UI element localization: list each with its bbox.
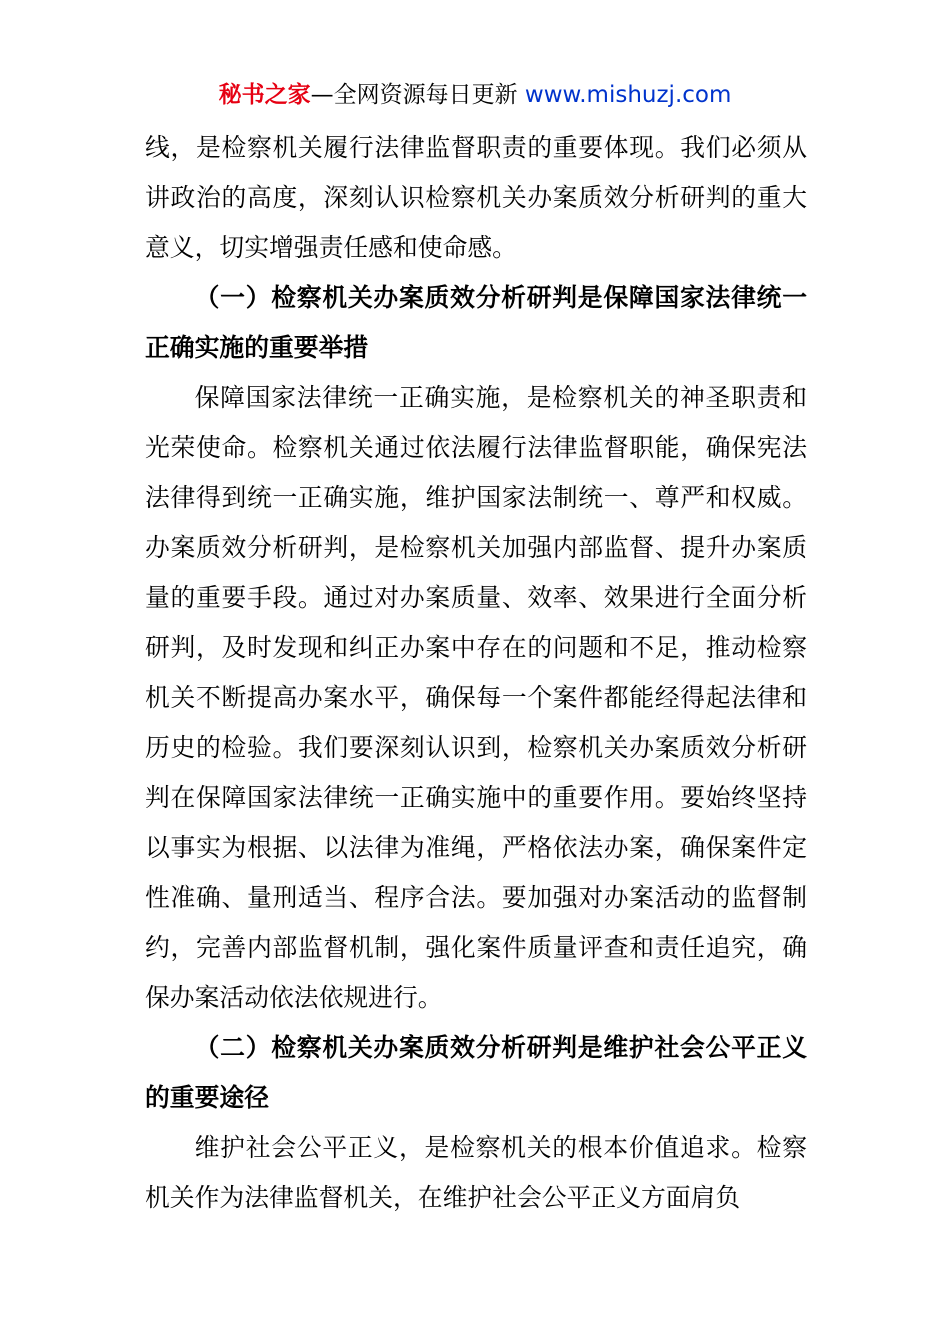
page-header: [0, 80, 950, 110]
paragraph-continuation: 线，是检察机关履行法律监督职责的重要体现。我们必须从讲政治的高度，深刻认识检察机关办案质效分析研判的重大意义，切实增强责任感和使命感。: [145, 133, 807, 262]
header-tagline: —全网资源每日更新: [310, 82, 518, 108]
document-body: [145, 123, 807, 1223]
section-heading-2: （二）检察机关办案质效分析研判是维护社会公平正义的重要途径: [145, 1033, 807, 1112]
paragraph-section-2: 维护社会公平正义，是检察机关的根本价值追求。检察机关作为法律监督机关，在维护社会公平正义方面肩负: [145, 1133, 807, 1212]
section-heading-1: （一）检察机关办案质效分析研判是保障国家法律统一正确实施的重要举措: [145, 283, 807, 362]
brand-name: 秘书之家: [218, 82, 311, 108]
paragraph-section-1: 保障国家法律统一正确实施，是检察机关的神圣职责和光荣使命。检察机关通过依法履行法律监督职能，确保宪法法律得到统一正确实施，维护国家法制统一、尊严和权威。办案质效分析研判，是检察机关加强内部监督、提升办案质量的重要手段。通过对办案质量、效率、效果进行全面分析研判，及时发现和纠正办案中存在的问题和不足，推动检察机关不断提高办案水平，确保每一个案件都能经得起法律和历史的检验。我们要深刻认识到，检察机关办案质效分析研判在保障国家法律统一正确实施中的重要作用。要始终坚持以事实为根据、以法律为准绳，严格依法办案，确保案件定性准确、量刑适当、程序合法。要加强对办案活动的监督制约，完善内部监督机制，强化案件质量评查和责任追究，确保办案活动依法依规进行。: [145, 383, 807, 1012]
header-url[interactable]: www.mishuzj.com: [524, 82, 732, 108]
